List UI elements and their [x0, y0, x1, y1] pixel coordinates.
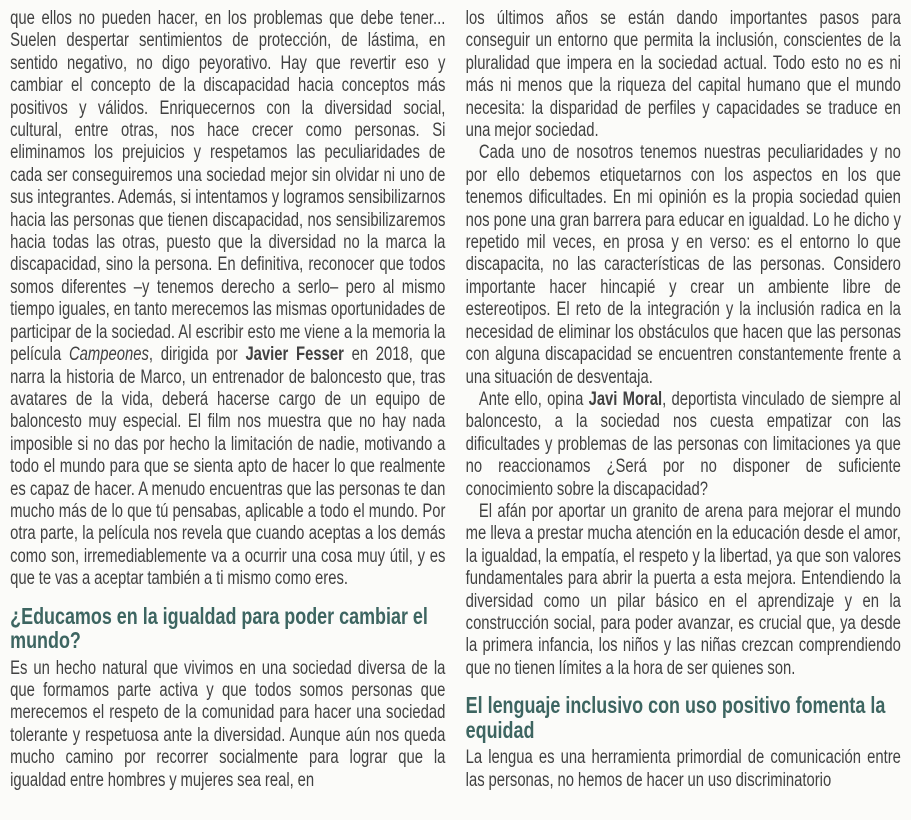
- person-name: Javier Fesser: [245, 344, 344, 366]
- text-run: , dirigida por: [148, 344, 246, 366]
- text-run: Ante ello, opina: [478, 388, 589, 410]
- text-run: en 2018, que narra la historia de Marco, un entrenador de baloncesto que, tras avatares de la vida, deberá hacerse cargo de un equipo de baloncesto muy especial. El film nos muestra que no hay nada imposible si no das por hecho la limitación de nadie, motivando a todo el mundo para que se sienta apto de hacer lo que realmente es capaz de hacer. A menudo encuentras que las personas te dan mucho más de lo que tú pensabas, aplicable a todo el mundo. Por otra parte, la película nos revela que cuando aceptas a los demás como son, irremediablemente va a ocurrir una cosa muy útil, y es que te vas a aceptar también a ti mismo como eres.: [10, 344, 446, 590]
- right-column: [466, 8, 901, 792]
- section-heading-educamos-igualdad: ¿Educamos en la igualdad para poder cambiar el mundo?: [10, 602, 428, 654]
- paragraph: [466, 389, 901, 501]
- movie-title: Campeones: [68, 344, 149, 366]
- paragraph-continuation: [466, 8, 901, 142]
- text-run: , deportista vinculado de siempre al baloncesto, a la sociedad nos cuesta empatizar con las dificultades y problemas de las personas con limitaciones ya que no reaccionamos ¿Será por no disponer de suficiente conocimiento sobre la discapacidad?: [465, 388, 901, 500]
- text-run: los últimos años se están dando importantes pasos para conseguir un entorno que permita la inclusión, conscientes de la pluralidad que impera en la sociedad actual. Todo esto no es ni más ni menos que la riqueza del capital humano que el mundo necesita: la disparidad de perfiles y capacidades se traduce en una mejor sociedad.: [465, 8, 901, 142]
- left-column: [10, 8, 445, 792]
- person-name: Javi Moral: [588, 388, 663, 410]
- paragraph: [466, 501, 901, 680]
- paragraph: [466, 747, 901, 792]
- text-run: que ellos no pueden hacer, en los problemas que debe tener... Suelen despertar sentimientos de protección, de lástima, en sentido negativo, no digo peyorativo. Hay que revertir eso y cambiar el concepto de la discapacidad hacia conceptos más positivos y válidos. Enriquecernos con la diversidad social, cultural, entre otras, nos hace crecer como personas. Si eliminamos los prejuicios y respetamos las peculiaridades de cada ser conseguiremos una sociedad mejor sin olvidar ni uno de sus integrantes. Además, si intentamos y logramos sensibilizarnos hacia las personas que tienen discapacidad, nos sensibilizaremos hacia todas las otras, puesto que la diversidad no la marca la discapacidad, sino la persona. En definitiva, reconocer que todos somos diferentes –y tenemos derecho a serlo– pero al mismo tiempo iguales, en tanto merecemos las mismas oportunidades de participar de la sociedad. Al escribir esto me viene a la memoria la película: [10, 8, 446, 366]
- paragraph: [10, 658, 445, 792]
- section-heading-lenguaje-inclusivo: El lenguaje inclusivo con uso positivo fomenta la equidad: [465, 692, 886, 743]
- text-run: Es un hecho natural que vivimos en una sociedad diversa de la que formamos parte activa y que todos somos personas que merecemos el respeto de la comunidad para hacer una sociedad tolerante y respetuosa ante la diversidad. Aunque aún nos queda mucho camino por recorrer socialmente para lograr que la igualdad entre hombres y mujeres sea real, en: [10, 657, 446, 791]
- paragraph: [466, 142, 901, 388]
- text-run: La lengua es una herramienta primordial de comunicación entre las personas, no hemos de hacer un uso discriminatorio: [465, 747, 901, 791]
- text-run: Cada uno de nosotros tenemos nuestras peculiaridades y no por ello debemos etiquetarnos con los aspectos en los que tenemos dificultades. En mi opinión es la propia sociedad quien nos pone una gran barrera para educar en igualdad. Lo he dicho y repetido mil veces, en prosa y en verso: es el entorno lo que discapacita, no las características de las personas. Considero importante hacer hincapié y crear un ambiente libre de estereotipos. El reto de la integración y la inclusión radica en la necesidad de eliminar los obstáculos que hacen que las personas con alguna discapacidad se encuentren constantemente frente a una situación de desventaja.: [465, 142, 901, 388]
- paragraph-continuation: [10, 8, 445, 591]
- text-run: El afán por aportar un granito de arena para mejorar el mundo me lleva a prestar mucha atención en la educación desde el amor, la igualdad, la empatía, el respeto y la libertad, ya que son valores fundamentales para abrir la puerta a esta mejora. Entendiendo la diversidad como un pilar básico en el aprendizaje y en la construcción social, para poder avanzar, es crucial que, ya desde la primera infancia, los niños y las niñas crezcan comprendiendo que no tienen límites a la hora de ser quienes son.: [465, 500, 901, 679]
